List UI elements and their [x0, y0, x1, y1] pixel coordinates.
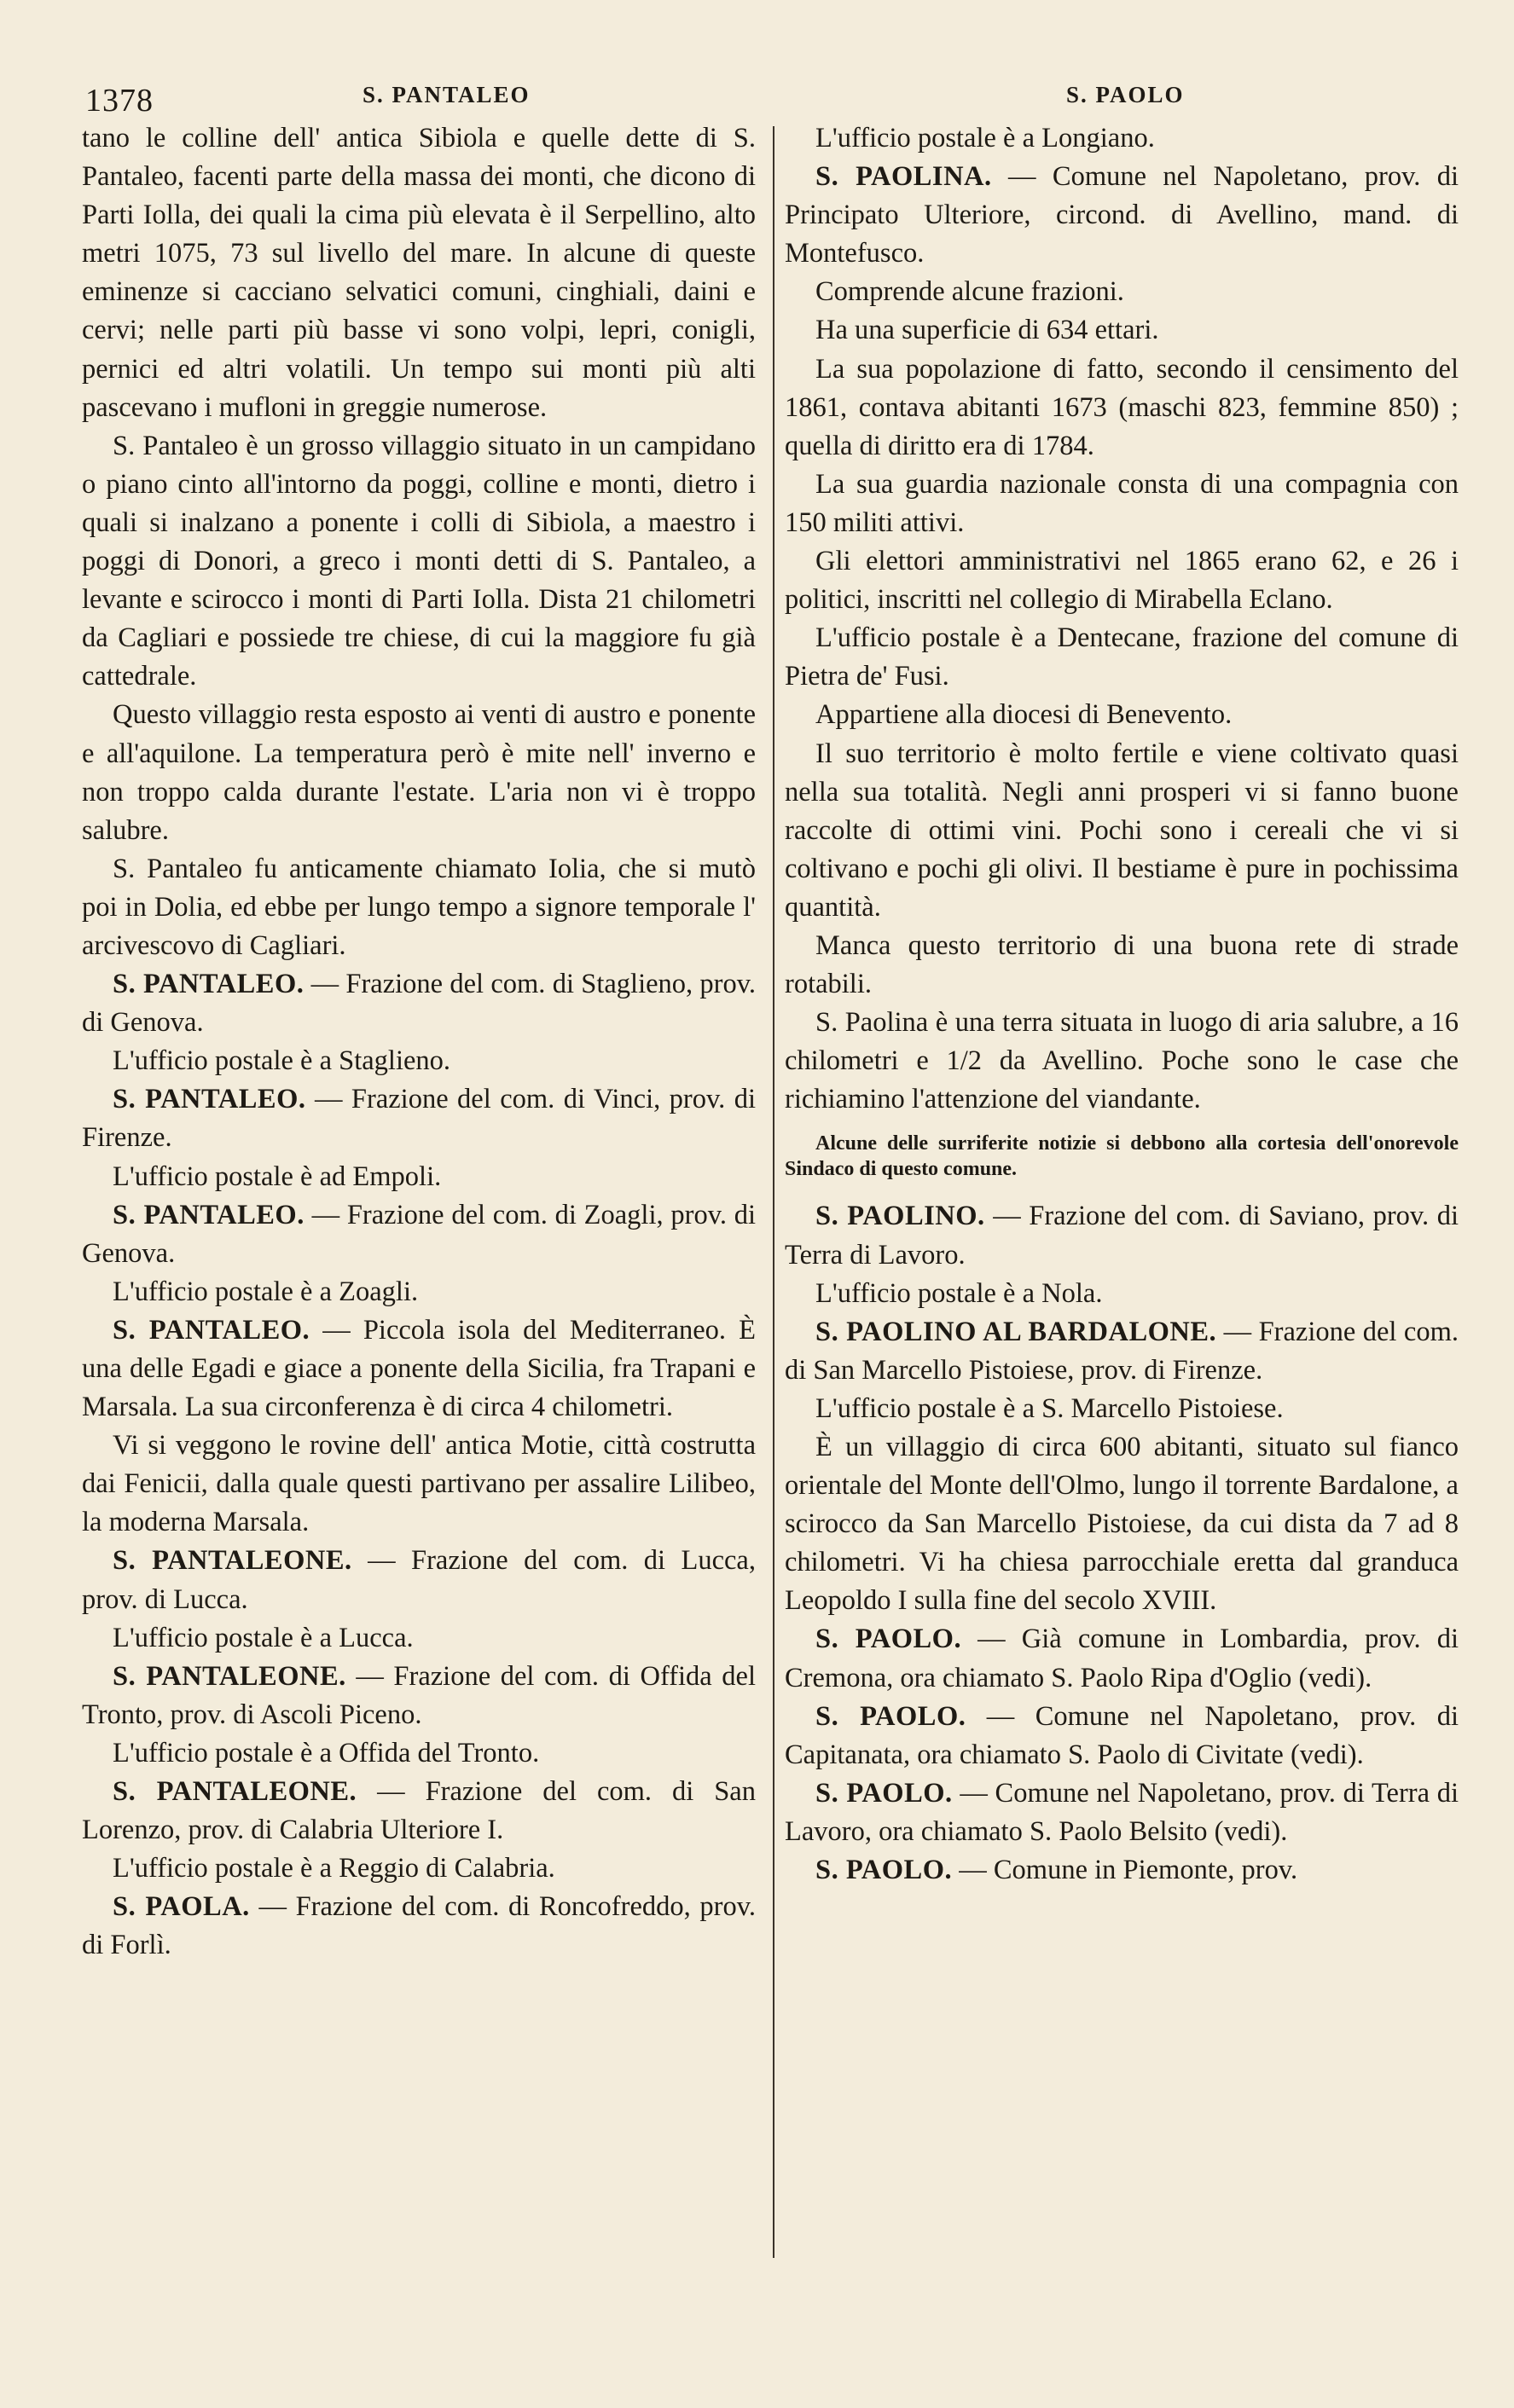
- entry-text: — Comune in Piemonte, prov.: [952, 1855, 1298, 1886]
- text-paragraph: [785, 1390, 1459, 1428]
- text-paragraph: [785, 466, 1459, 542]
- entry-text: Comprende alcune frazioni.: [815, 276, 1124, 308]
- right-column: [785, 119, 1459, 1890]
- entry-text: — Frazione del com. di Lucca, prov. di Lucca.: [82, 1545, 756, 1615]
- text-paragraph: [82, 427, 756, 697]
- entry-headword: S. PAOLO.: [815, 1700, 966, 1732]
- entry-text: L'ufficio postale è a Dentecane, frazione del comune di Pietra de' Fusi.: [785, 622, 1459, 692]
- entry-text: — Frazione del com. di Saviano, prov. di Terra di Lavoro.: [785, 1201, 1459, 1271]
- entry-text: Alcune delle surriferite notizie si debbono alla cortesia dell'onorevole Sindaco di questo comune.: [785, 1132, 1459, 1181]
- entry-text: Il suo territorio è molto fertile e viene coltivato quasi nella sua totalità. Negli anni prosperi vi si fanno buone raccolte di ottimi vini. Pochi sono i cereali che vi si coltivano e pochi gli olivi. Il bestiame è pure in pochissima quantità.: [785, 738, 1459, 923]
- entry-text: Ha una superficie di 634 ettari.: [815, 315, 1159, 346]
- text-paragraph: [82, 1734, 756, 1773]
- entry-text: — Comune nel Napoletano, prov. di Capitanata, ora chiamato S. Paolo di Civitate (vedi).: [785, 1700, 1459, 1770]
- entry-headword: S. PANTALEONE.: [113, 1545, 352, 1577]
- entry-headword: S. PANTALEO.: [113, 1084, 306, 1115]
- entry-headword: S. PAOLO.: [815, 1777, 953, 1809]
- text-paragraph: [785, 927, 1459, 1004]
- entry-paragraph: [82, 1888, 756, 1965]
- entry-paragraph: [785, 1620, 1459, 1697]
- entry-paragraph: [785, 1774, 1459, 1851]
- entry-headword: S. PAOLINA.: [815, 161, 992, 193]
- entry-paragraph: [82, 1658, 756, 1734]
- entry-headword: S. PAOLINO.: [815, 1201, 985, 1232]
- entry-paragraph: [785, 158, 1459, 273]
- left-column: [82, 119, 756, 1965]
- text-paragraph: [82, 1619, 756, 1658]
- entry-paragraph: [82, 965, 756, 1042]
- text-paragraph: [785, 619, 1459, 696]
- entry-text: L'ufficio postale è a S. Marcello Pistoiese.: [815, 1392, 1284, 1424]
- column-divider: [773, 126, 774, 2258]
- entry-text: È un villaggio di circa 600 abitanti, situato sul fianco orientale del Monte dell'Olmo, lungo il torrente Bardalone, a scirocco da San Marcello Pistoiese, da cui dista da 7 ad 8 chilometri. Vi ha chiesa parrocchiale eretta dal granduca Leopoldo I sulla fine del secolo XVIII.: [785, 1432, 1459, 1617]
- entry-text: — Frazione del com. di Roncofreddo, prov. di Forlì.: [82, 1891, 756, 1961]
- entry-text: S. Pantaleo fu anticamente chiamato Iolia, che si mutò poi in Dolia, ed ebbe per lungo tempo a signore temporale l' arcivescovo di Cagliari.: [82, 853, 756, 961]
- entry-headword: S. PANTALEO.: [113, 969, 305, 1000]
- text-paragraph: [785, 542, 1459, 619]
- text-paragraph: [785, 311, 1459, 350]
- entry-paragraph: [785, 1851, 1459, 1890]
- entry-text: — Comune nel Napoletano, prov. di Principato Ulteriore, circond. di Avellino, mand. di Montefusco.: [785, 161, 1459, 269]
- text-paragraph: [785, 350, 1459, 466]
- entry-headword: S. PANTALEO.: [113, 1199, 305, 1230]
- running-head-right: S. PAOLO: [1066, 82, 1185, 107]
- entry-text: L'ufficio postale è a Lucca.: [113, 1622, 414, 1653]
- entry-headword: S. PAOLINO AL BARDALONE.: [815, 1316, 1217, 1347]
- entry-headword: S. PANTALEONE.: [113, 1660, 346, 1692]
- text-paragraph: [82, 850, 756, 965]
- text-paragraph: [82, 1427, 756, 1542]
- entry-paragraph: [82, 1542, 756, 1618]
- entry-text: L'ufficio postale è a Staglieno.: [113, 1045, 451, 1077]
- entry-text: S. Paolina è una terra situata in luogo di aria salubre, a 16 chilometri e 1/2 da Avellino. Poche sono le case che richiamino l'attenzione del viandante.: [785, 1007, 1459, 1115]
- text-paragraph: [785, 1428, 1459, 1620]
- entry-text: Vi si veggono le rovine dell' antica Motie, città costrutta dai Fenicii, dalla quale questi partivano per assalire Lilibeo, la moderna Marsala.: [82, 1430, 756, 1538]
- entry-text: tano le colline dell' antica Sibiola e quelle dette di S. Pantaleo, facenti parte della massa dei monti, che dicono di Parti Iolla, dei quali la cima più elevata è il Serpellino, alto metri 1075, 73 sul livello del mare. In alcune di queste eminenze si cacciano selvatici comuni, cinghiali, daini e cervi; nelle parti più basse vi sono volpi, lepri, conigli, pernici ed altri volatili. Un tempo sui monti più alti pascevano i mufloni in greggie numerose.: [82, 123, 756, 423]
- entry-text: — Frazione del com. di San Lorenzo, prov. di Calabria Ulteriore I.: [82, 1776, 756, 1846]
- entry-text: — Piccola isola del Mediterraneo. È una delle Egadi e giace a ponente della Sicilia, fra Trapani e Marsala. La sua circonferenza è di circa 4 chilometri.: [82, 1314, 756, 1423]
- page-number: 1378: [85, 83, 154, 119]
- text-paragraph: [785, 1004, 1459, 1119]
- entry-text: La sua popolazione di fatto, secondo il censimento del 1861, contava abitanti 1673 (maschi 823, femmine 850) ; quella di diritto era di 1784.: [785, 353, 1459, 461]
- entry-text: — Frazione del com. di Zoagli, prov. di Genova.: [82, 1199, 756, 1269]
- entry-text: L'ufficio postale è a Nola.: [815, 1277, 1103, 1309]
- entry-paragraph: [785, 1313, 1459, 1390]
- entry-headword: S. PANTALEO.: [113, 1314, 310, 1346]
- entry-paragraph: [785, 1698, 1459, 1774]
- entry-text: — Frazione del com. di Vinci, prov. di Firenze.: [82, 1084, 756, 1154]
- text-paragraph: [785, 119, 1459, 158]
- text-paragraph: [785, 696, 1459, 734]
- entry-paragraph: [82, 1773, 756, 1849]
- entry-headword: S. PAOLA.: [113, 1891, 250, 1923]
- entry-text: Manca questo territorio di una buona rete di strade rotabili.: [785, 929, 1459, 1000]
- running-head-left: S. PANTALEO: [363, 82, 531, 107]
- entry-text: L'ufficio postale è a Zoagli.: [113, 1276, 419, 1307]
- entry-text: — Frazione del com. di Staglieno, prov. di Genova.: [82, 969, 757, 1039]
- entry-text: La sua guardia nazionale consta di una compagnia con 150 militi attivi.: [785, 468, 1459, 538]
- entry-paragraph: [82, 1311, 756, 1427]
- entry-text: L'ufficio postale è a Longiano.: [815, 123, 1155, 153]
- entry-paragraph: [82, 1080, 756, 1157]
- text-paragraph: [82, 1849, 756, 1888]
- text-paragraph: [82, 1158, 756, 1196]
- text-paragraph: [82, 696, 756, 849]
- entry-text: L'ufficio postale è a Reggio di Calabria.: [113, 1853, 555, 1884]
- entry-text: L'ufficio postale è ad Empoli.: [113, 1161, 442, 1192]
- entry-text: Appartiene alla diocesi di Benevento.: [815, 699, 1233, 731]
- text-paragraph: [82, 119, 756, 427]
- entry-paragraph: [82, 1196, 756, 1273]
- entry-text: Questo villaggio resta esposto ai venti di austro e ponente e all'aquilone. La temperatura però è mite nell' inverno e non troppo calda durante l'estate. L'aria non vi è troppo salubre.: [82, 699, 756, 846]
- text-paragraph: [785, 1275, 1459, 1313]
- text-paragraph: [82, 1273, 756, 1311]
- entry-text: — Frazione del com. di Offida del Tronto, prov. di Ascoli Piceno.: [82, 1660, 756, 1730]
- entry-headword: S. PANTALEONE.: [113, 1776, 357, 1808]
- entry-headword: S. PAOLO.: [815, 1855, 953, 1886]
- text-paragraph: [785, 735, 1459, 927]
- entry-text: — Comune nel Napoletano, prov. di Terra di Lavoro, ora chiamato S. Paolo Belsito (vedi).: [785, 1777, 1459, 1847]
- text-paragraph: [82, 1042, 756, 1080]
- entry-text: L'ufficio postale è a Offida del Tronto.: [113, 1737, 540, 1768]
- entry-text: S. Pantaleo è un grosso villaggio situato in un campidano o piano cinto all'intorno da poggi, colline e monti, dietro i quali si inalzano a ponente i colli di Sibiola, a maestro i poggi di Donori, a greco i monti detti di S. Pantaleo, a levante e scirocco i monti di Parti Iolla. Dista 21 chilometri da Cagliari e possiede tre chiese, di cui la maggiore fu già cattedrale.: [82, 430, 756, 692]
- text-paragraph: [785, 273, 1459, 311]
- entry-text: Gli elettori amministrativi nel 1865 erano 62, e 26 i politici, inscritti nel collegio di Mirabella Eclano.: [785, 546, 1459, 616]
- entry-text: — Già comune in Lombardia, prov. di Cremona, ora chiamato S. Paolo Ripa d'Oglio (vedi).: [785, 1624, 1459, 1693]
- entry-headword: S. PAOLO.: [815, 1624, 962, 1655]
- footnote: [785, 1131, 1459, 1182]
- entry-paragraph: [785, 1197, 1459, 1274]
- entry-text: — Frazione del com. di San Marcello Pistoiese, prov. di Firenze.: [785, 1316, 1459, 1386]
